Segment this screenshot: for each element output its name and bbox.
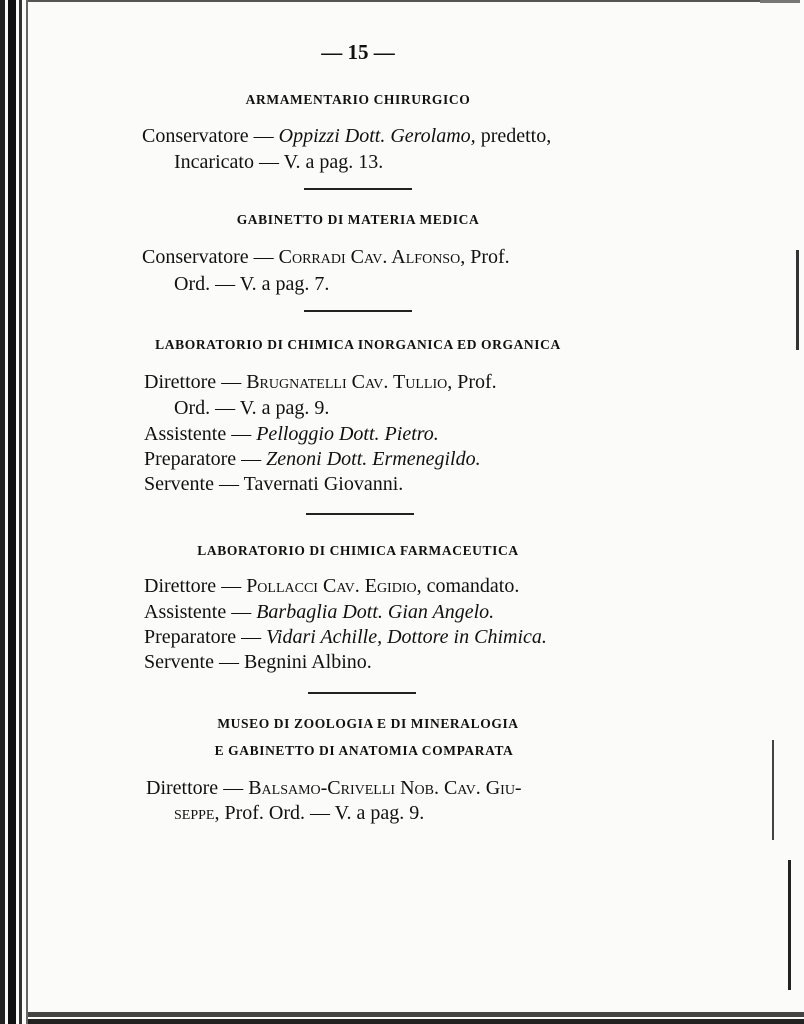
- binding-edge: [0, 0, 5, 1024]
- entry-sep: —: [226, 601, 257, 623]
- entry-sep: —: [236, 626, 267, 648]
- binding-edge: [8, 0, 16, 1024]
- entry-role: Preparatore: [144, 448, 237, 470]
- page-edge-bottom: [28, 1019, 804, 1024]
- section-heading: LABORATORIO DI CHIMICA INORGANICA ED ORGANICA: [155, 337, 561, 352]
- section-divider: [306, 513, 414, 515]
- section-divider: [308, 692, 416, 694]
- entry-name: Begnini Albino.: [243, 651, 372, 673]
- entry-continuation: [174, 802, 424, 825]
- entry-role: Assistente: [144, 601, 227, 623]
- section-heading: LABORATORIO DI CHIMICA FARMACEUTICA: [197, 543, 519, 558]
- entry-name: Vidari Achille, Dottore in Chimica.: [266, 626, 547, 648]
- entry-line: [144, 448, 481, 471]
- entry-role: Assistente: [144, 423, 227, 445]
- entry-name: Balsamo-Crivelli Nob. Cav. Giu-: [248, 777, 522, 799]
- entry-name: Pollacci Cav. Egidio: [246, 575, 417, 597]
- binding-edge: [19, 0, 22, 1024]
- page-edge-bottom: [28, 1012, 804, 1017]
- entry-role: Preparatore: [144, 626, 237, 648]
- entry-role: Direttore: [144, 575, 217, 597]
- entry-name: Tavernati Giovanni.: [243, 473, 404, 495]
- entry-rest: , comandato.: [416, 575, 520, 597]
- entry-sep: —: [218, 777, 249, 799]
- entry-role: Direttore: [146, 777, 219, 799]
- entry-rest: predetto,: [475, 125, 552, 147]
- entry-sep: —: [213, 473, 244, 495]
- entry-line: [146, 777, 522, 800]
- section-heading: GABINETTO DI MATERIA MEDICA: [236, 212, 480, 227]
- entry-line: [142, 125, 551, 148]
- entry-sep: —: [236, 448, 267, 470]
- entry-rest: , Prof.: [460, 246, 510, 268]
- entry-line: [142, 246, 510, 269]
- page-edge-top: [28, 0, 768, 2]
- entry-name: Pelloggio Dott. Pietro.: [256, 423, 439, 445]
- entry-role: Conservatore: [142, 246, 249, 268]
- page-number: — 15 —: [321, 40, 395, 64]
- entry-rest: , Prof.: [447, 371, 497, 393]
- entry-continuation: Ord. — V. a pag. 9.: [174, 397, 330, 419]
- entry-name: Brugnatelli Cav. Tullio: [246, 371, 448, 393]
- section-heading: ARMAMENTARIO CHIRURGICO: [245, 92, 471, 107]
- entry-line: [144, 371, 497, 394]
- entry-line: [144, 423, 439, 446]
- section-divider: [304, 188, 412, 190]
- entry-sep: —: [226, 423, 257, 445]
- entry-line: [144, 601, 494, 624]
- binding-edge: [26, 0, 28, 1024]
- entry-sep: —: [248, 246, 279, 268]
- section-divider: [304, 310, 412, 312]
- entry-name: Barbaglia Dott. Gian Angelo.: [256, 601, 495, 623]
- entry-continuation: Ord. — V. a pag. 7.: [174, 273, 330, 295]
- page-edge-right: [788, 860, 791, 990]
- entry-line: [144, 575, 519, 598]
- entry-line: [144, 473, 403, 496]
- entry-continuation: Incaricato — V. a pag. 13.: [174, 151, 384, 173]
- entry-rest: , Prof. Ord. — V. a pag. 9.: [214, 802, 425, 824]
- entry-name: Zenoni Dott. Ermenegildo.: [266, 448, 481, 470]
- page-edge-right: [760, 0, 800, 3]
- entry-sep: —: [213, 651, 244, 673]
- entry-role: Direttore: [144, 371, 217, 393]
- section-heading: MUSEO DI ZOOLOGIA E DI MINERALOGIA: [217, 716, 519, 731]
- section-heading-line2: E GABINETTO DI ANATOMIA COMPARATA: [214, 743, 514, 758]
- page-edge-right: [772, 740, 774, 840]
- entry-sep: —: [248, 125, 279, 147]
- entry-role: Conservatore: [142, 125, 249, 147]
- entry-role: Servente: [144, 651, 214, 673]
- entry-line: [144, 651, 372, 674]
- entry-line: [144, 626, 547, 649]
- entry-name: Corradi Cav. Alfonso: [278, 246, 461, 268]
- page-edge-right: [796, 250, 799, 350]
- entry-sep: —: [216, 575, 247, 597]
- entry-name: seppe: [174, 802, 215, 824]
- entry-role: Servente: [144, 473, 214, 495]
- entry-sep: —: [216, 371, 247, 393]
- entry-name: Oppizzi Dott. Gerolamo,: [278, 125, 476, 147]
